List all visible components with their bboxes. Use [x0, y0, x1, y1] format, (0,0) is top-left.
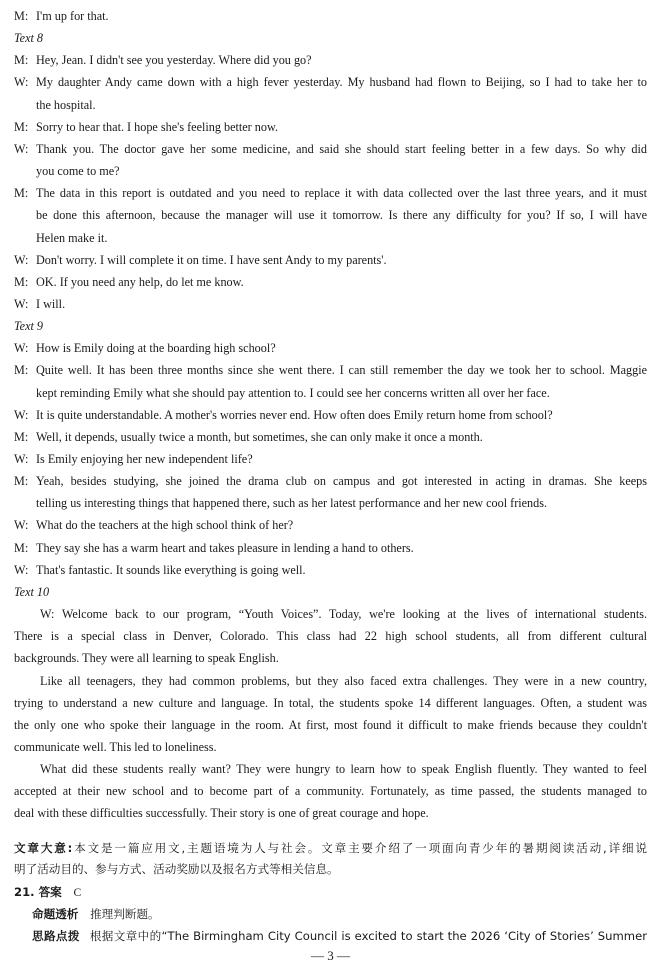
summary-line-1 [14, 841, 647, 856]
dialogue-text: It is quite understandable. A mother's worries never end. How often does Emily return home from school? [36, 408, 553, 422]
analysis-label: 命题透析 [32, 907, 79, 921]
speaker-label: W: [14, 518, 29, 532]
speaker-label: M: [14, 275, 29, 289]
dialogue-continuation: telling us interesting things that happened there, such as her latest performance and her new cool friends. [36, 496, 548, 510]
dialogue-line [14, 341, 647, 356]
speaker-label: W: [14, 75, 29, 89]
speaker-label: M: [14, 53, 29, 67]
dialogue-line [14, 275, 647, 290]
analysis-text: 推理判断题。 [90, 907, 160, 921]
dialogue-continuation: the hospital. [36, 98, 96, 112]
dialogue-text: OK. If you need any help, do let me know. [36, 275, 244, 289]
dialogue-line [14, 297, 647, 312]
dialogue-line [14, 363, 647, 378]
dialogue-text: Don't worry. I will complete it on time. I have sent Andy to my parents'. [36, 253, 387, 267]
dialogue-line [14, 253, 647, 268]
dialogue-continuation: you come to me? [36, 164, 120, 178]
paragraph-first-line: W: Welcome back to our program, “Youth Voices”. Today, we're looking at the lives of international students. [40, 607, 647, 621]
paragraph-first-line: What did these students really want? They were hungry to learn how to speak English fluently. They wanted to feel [40, 762, 647, 776]
speaker-label: M: [14, 474, 29, 488]
text-heading: Text 10 [14, 585, 50, 599]
dialogue-line [14, 408, 647, 423]
speaker-label: M: [14, 430, 29, 444]
dialogue-line [14, 75, 647, 90]
answer-line [14, 885, 647, 900]
text-heading: Text 8 [14, 31, 44, 45]
analysis-line [32, 907, 647, 922]
dialogue-line [14, 518, 647, 533]
tip-line [32, 929, 647, 944]
paragraph-last-line: deal with these difficulties successfully. Their story is one of great courage and hope. [14, 806, 429, 820]
summary-text-2: 明了活动目的、参与方式、活动奖励以及报名方式等相关信息。 [14, 862, 339, 876]
answer-label: 21. 答案 [14, 885, 62, 899]
text-heading: Text 9 [14, 319, 44, 333]
dialogue-text: Sorry to hear that. I hope she's feeling better now. [36, 120, 279, 134]
dialogue-text: The data in this report is outdated and you need to replace it with data collected over the last three years, and it must [36, 186, 647, 200]
dialogue-text: I will. [36, 297, 66, 311]
dialogue-continuation: be done this afternoon, because the manager will use it tomorrow. Is there any difficulty for you? If so, I will have [36, 208, 647, 222]
speaker-label: M: [14, 363, 29, 377]
speaker-label: W: [14, 142, 29, 156]
paragraph-line: the only one who spoke their language in the room. At first, most found it difficult to make friends because they couldn't [14, 718, 647, 732]
dialogue-text: Hey, Jean. I didn't see you yesterday. Where did you go? [36, 53, 312, 67]
summary-label: 文章大意: [14, 841, 73, 855]
dialogue-text: Well, it depends, usually twice a month, but sometimes, she can only make it once a month. [36, 430, 483, 444]
paragraph-line: accepted at their new school and to become part of a community. Fortunately, as time passed, the students managed to [14, 784, 647, 798]
dialogue-text: Thank you. The doctor gave her some medicine, and said she should start feeling better in a few days. So why did [36, 142, 647, 156]
dialogue-line [14, 541, 647, 556]
speaker-label: W: [14, 452, 29, 466]
speaker-label: M: [14, 9, 29, 23]
dialogue-text: I'm up for that. [36, 9, 109, 23]
dialogue-text: Quite well. It has been three months since she went there. I can still remember the day we took her to school. Maggie [36, 363, 647, 377]
dialogue-text: Is Emily enjoying her new independent life? [36, 452, 253, 466]
speaker-label: M: [14, 120, 29, 134]
paragraph-last-line: communicate well. This led to loneliness. [14, 740, 217, 754]
dialogue-line [14, 452, 647, 467]
summary-line-2 [14, 862, 647, 877]
tip-label: 思路点拨 [32, 929, 80, 943]
speaker-label: W: [14, 408, 29, 422]
dialogue-line [14, 53, 647, 68]
dialogue-line [14, 9, 647, 24]
paragraph-first-line: Like all teenagers, they had common problems, but they also faced extra challenges. They were in a new country, [40, 674, 647, 688]
speaker-label: W: [14, 563, 29, 577]
dialogue-line [14, 186, 647, 201]
dialogue-continuation: Helen make it. [36, 231, 108, 245]
answer-value: C [73, 886, 82, 899]
tip-text: 根据文章中的“The Birmingham City Council is excited to start the 2026 ‘City of Stories’ Summer [89, 929, 647, 943]
paragraph-last-line: backgrounds. They were all learning to speak English. [14, 651, 279, 665]
speaker-label: M: [14, 541, 29, 555]
dialogue-continuation: kept reminding Emily what she should pay attention to. I could see her concerns written all over her face. [36, 386, 550, 400]
page-number: — 3 — [311, 948, 350, 963]
dialogue-text: How is Emily doing at the boarding high school? [36, 341, 276, 355]
dialogue-line [14, 474, 647, 489]
speaker-label: W: [14, 253, 29, 267]
dialogue-line [14, 430, 647, 445]
dialogue-text: They say she has a warm heart and takes pleasure in lending a hand to others. [36, 541, 414, 555]
paragraph-line: trying to understand a new culture and language. In total, the students spoke 14 different languages. Often, a student was [14, 696, 647, 710]
speaker-label: W: [14, 341, 29, 355]
dialogue-line [14, 142, 647, 157]
dialogue-text: What do the teachers at the high school think of her? [36, 518, 294, 532]
dialogue-text: Yeah, besides studying, she joined the drama club on campus and got interested in acting in dramas. She keeps [36, 474, 647, 488]
speaker-label: M: [14, 186, 29, 200]
paragraph-line: There is a special class in Denver, Colorado. This class had 22 high school students, all from different cultural [14, 629, 647, 643]
dialogue-text: That's fantastic. It sounds like everything is going well. [36, 563, 306, 577]
dialogue-line [14, 563, 647, 578]
dialogue-line [14, 120, 647, 135]
speaker-label: W: [14, 297, 29, 311]
dialogue-text: My daughter Andy came down with a high fever yesterday. My husband had flown to Beijing, so I had to take her to [36, 75, 647, 89]
summary-text-1: 本文是一篇应用文,主题语境为人与社会。文章主要介绍了一项面向青少年的暑期阅读活动,详细说 [72, 841, 648, 855]
